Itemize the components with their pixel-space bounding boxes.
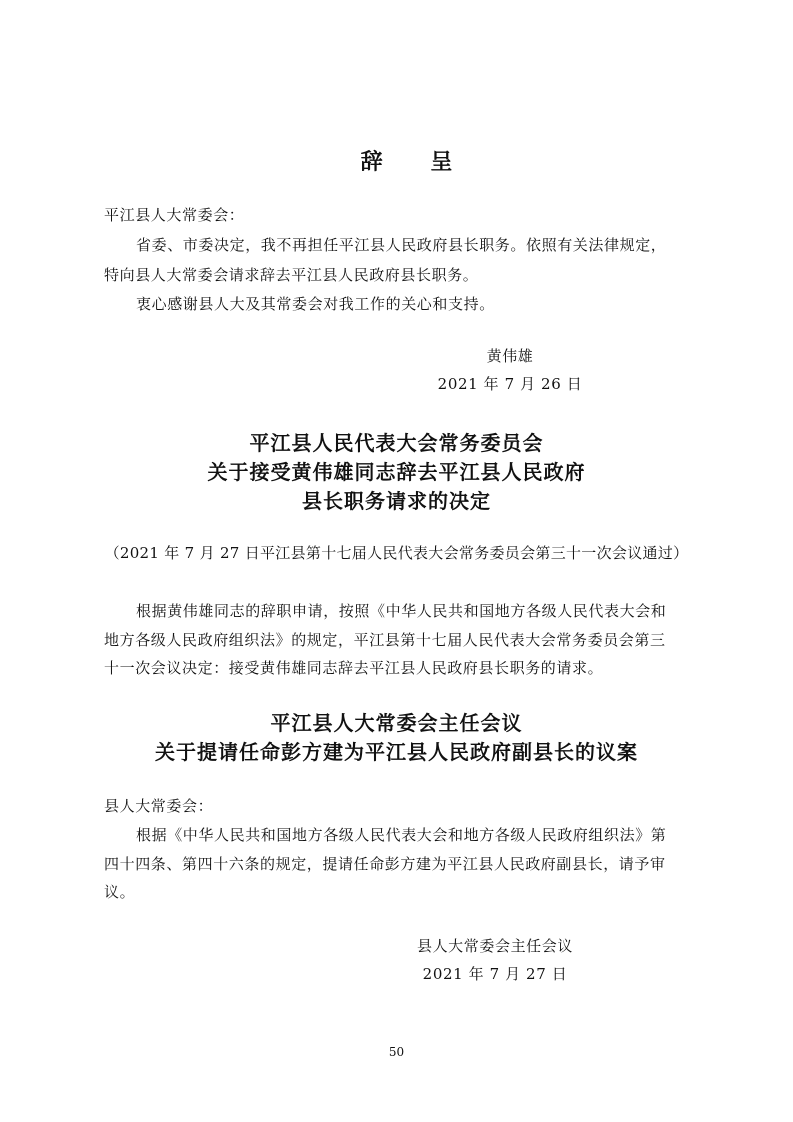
proposal-salutation: 县人大常委会： — [104, 797, 214, 815]
decision-body-line-2: 地方各级人民政府组织法》的规定，平江县第十七届人民代表大会常务委员会第三 — [104, 631, 666, 649]
resignation-signer: 黄伟雄 — [486, 347, 534, 365]
decision-title-line-3: 县长职务请求的决定 — [302, 489, 491, 513]
resignation-paragraph-2: 衷心感谢县人大及其常委会对我工作的关心和支持。 — [136, 295, 495, 313]
proposal-body-line-1: 根据《中华人民共和国地方各级人民代表大会和地方各级人民政府组织法》第 — [136, 826, 667, 844]
decision-title-line-1: 平江县人民代表大会常务委员会 — [249, 431, 544, 455]
proposal-title-line-2: 关于提请任命彭方建为平江县人民政府副县长的议案 — [155, 740, 638, 764]
page-number: 50 — [388, 1045, 405, 1059]
proposal-body-line-3: 议。 — [104, 883, 136, 901]
resignation-paragraph-1: 省委、市委决定，我不再担任平江县人民政府县长职务。依照有关法律规定， — [136, 236, 667, 254]
resignation-date: 2021 年 7 月 26 日 — [437, 375, 583, 393]
decision-note: （2021 年 7 月 27 日平江县第十七届人民代表大会常务委员会第三十一次会议通过） — [104, 544, 689, 562]
proposal-title-line-1: 平江县人大常委会主任会议 — [270, 711, 523, 735]
resignation-paragraph-1-cont: 特向县人大常委会请求辞去平江县人民政府县长职务。 — [104, 266, 479, 284]
proposal-signer: 县人大常委会主任会议 — [416, 937, 573, 955]
resignation-title: 辞 呈 — [360, 150, 473, 175]
decision-title-line-2: 关于接受黄伟雄同志辞去平江县人民政府 — [207, 460, 586, 484]
decision-body-line-1: 根据黄伟雄同志的辞职申请，按照《中华人民共和国地方各级人民代表大会和 — [136, 602, 667, 620]
proposal-date: 2021 年 7 月 27 日 — [422, 965, 568, 983]
resignation-salutation: 平江县人大常委会： — [104, 206, 245, 224]
proposal-body-line-2: 四十四条、第四十六条的规定，提请任命彭方建为平江县人民政府副县长，请予审 — [104, 855, 666, 873]
decision-body-line-3: 十一次会议决定：接受黄伟雄同志辞去平江县人民政府县长职务的请求。 — [104, 659, 604, 677]
